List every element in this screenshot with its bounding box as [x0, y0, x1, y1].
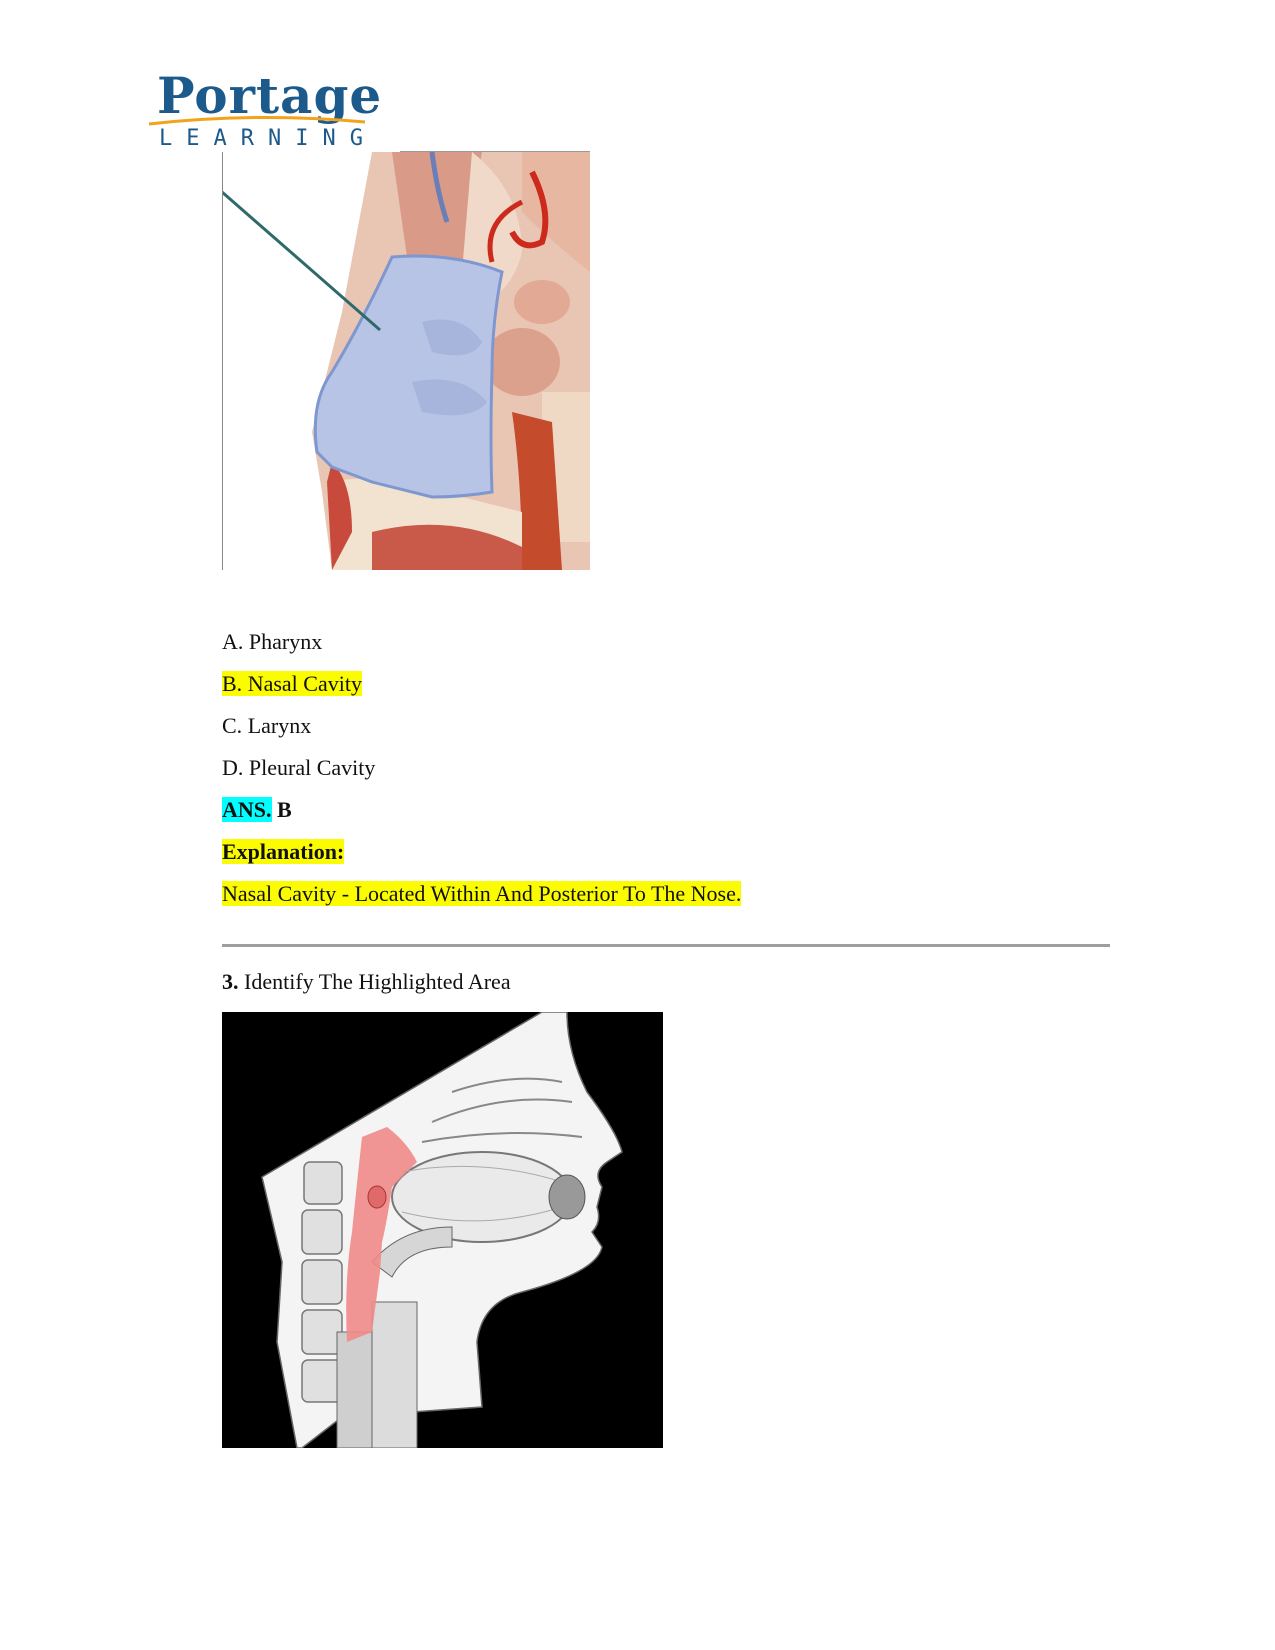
section-divider [222, 944, 1110, 947]
option-d [222, 754, 375, 782]
answer-value: B [277, 797, 292, 822]
option-a-letter: A. [222, 629, 244, 654]
option-b-letter: B. [222, 671, 243, 696]
option-c [222, 712, 311, 740]
question-3-heading [222, 968, 511, 996]
option-b-text: Nasal Cavity [247, 671, 362, 696]
figure1-left-border [222, 152, 223, 570]
option-c-text: Larynx [247, 713, 312, 738]
explanation-body [222, 880, 741, 908]
question-3-number: 3. [222, 969, 239, 994]
figure-nasal-cavity [222, 152, 590, 570]
figure-head-sagittal-section [222, 1012, 663, 1448]
explanation-label: Explanation: [222, 839, 345, 864]
option-d-text: Pleural Cavity [248, 755, 376, 780]
explanation-text: Nasal Cavity - Located Within And Posterior To The Nose. [222, 881, 742, 906]
explanation-heading [222, 838, 344, 866]
answer-line [222, 796, 292, 824]
logo-wordmark: Portage [157, 66, 383, 125]
answer-label: ANS. [222, 797, 272, 822]
logo-subword: LEARNING [159, 126, 377, 151]
option-c-letter: C. [222, 713, 243, 738]
option-b-highlight [222, 671, 362, 696]
option-a [222, 628, 322, 656]
portage-learning-logo [147, 66, 383, 156]
option-d-letter: D. [222, 755, 244, 780]
question-3-prompt: Identify The Highlighted Area [244, 969, 511, 994]
option-a-text: Pharynx [248, 629, 323, 654]
option-b [222, 670, 362, 698]
